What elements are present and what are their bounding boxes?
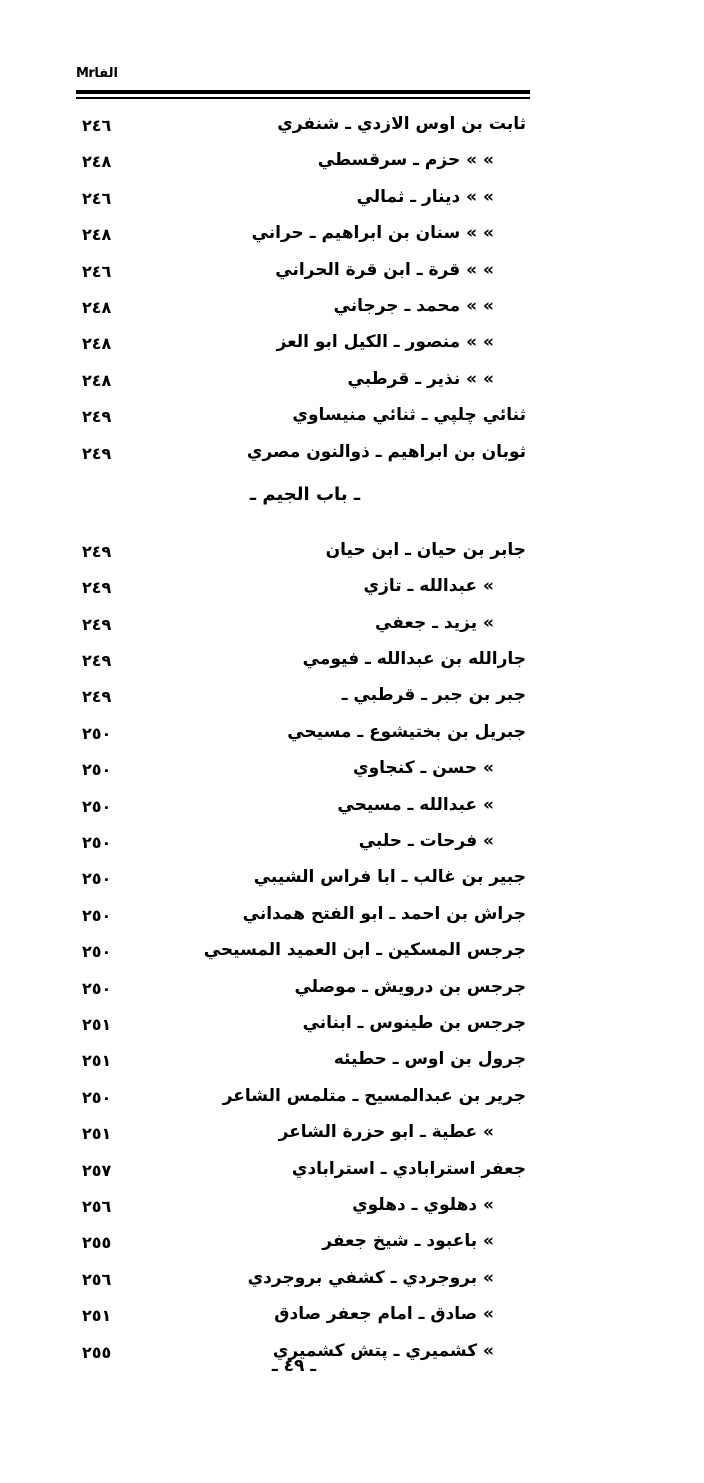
entry-page-number: ٢٤٩ — [82, 614, 112, 634]
entry-page-number: ٢٥٠ — [82, 942, 112, 962]
index-entry — [0, 328, 704, 364]
entry-page-number: ٢٤٩ — [82, 443, 112, 463]
entry-name: ثنائي چلپي ـ ثنائي منيساوي — [292, 405, 526, 426]
index-entry — [0, 183, 704, 219]
entry-page-number: ٢٤٨ — [82, 370, 112, 390]
entry-name: جرجس بن درويش ـ موصلي — [294, 976, 526, 997]
index-group-jim — [0, 536, 704, 1373]
index-entry — [0, 1118, 704, 1154]
entry-name: » » محمد ـ جرجاني — [333, 295, 494, 316]
index-entry — [0, 1155, 704, 1191]
entry-name: جبر بن جبر ـ قرطبي ـ — [341, 685, 526, 706]
section-heading-text: ـ باب الجيم ـ — [249, 483, 360, 505]
index-entry — [0, 936, 704, 972]
index-entry — [0, 292, 704, 328]
entry-page-number: ٢٤٨ — [82, 225, 112, 245]
entry-name: جرجس بن طينوس ـ ابناني — [302, 1012, 526, 1033]
entry-name: » عطية ـ ابو حزرة الشاعر — [278, 1122, 494, 1143]
entry-name: ثابت بن اوس الازدي ـ شنفري — [277, 114, 526, 134]
index-entry — [0, 1337, 704, 1373]
entry-name: » باعبود ـ شيخ جعفر — [322, 1231, 494, 1252]
entry-name: جبريل بن بختيشوع ـ مسيحي — [287, 721, 526, 742]
entry-page-number: ٢٥١ — [82, 1306, 112, 1326]
entry-name: جراش بن احمد ـ ابو الفتح همداني — [242, 903, 526, 924]
entry-name: » » سنان بن ابراهيم ـ حراني — [251, 223, 494, 244]
entry-page-number: ٢٥٦ — [82, 1196, 112, 1216]
index-entry — [0, 1227, 704, 1263]
entry-name: » » حزم ـ سرقسطي — [317, 150, 494, 171]
index-entry — [0, 609, 704, 645]
entry-page-number: ٢٤٩ — [82, 578, 112, 598]
index-entry — [0, 1191, 704, 1227]
index-entry — [0, 1009, 704, 1045]
index-entry — [0, 718, 704, 754]
index-entry — [0, 146, 704, 182]
entry-name: » يزيد ـ جعفي — [375, 612, 494, 633]
index-entry — [0, 256, 704, 292]
index-entry — [0, 973, 704, 1009]
entry-name: جارالله بن عبدالله ـ فيومي — [302, 649, 526, 670]
entry-page-number: ٢٥٠ — [82, 796, 112, 816]
index-entry — [0, 900, 704, 936]
page-number: ـ ٤٩ ـ — [271, 1356, 317, 1376]
entry-name: » عبدالله ـ تازي — [363, 576, 494, 597]
index-entry — [0, 572, 704, 608]
header-rule-thick — [76, 90, 530, 94]
entry-name: » حسن ـ كنجاوي — [352, 758, 494, 779]
index-entry — [0, 219, 704, 255]
entry-name: جبير بن غالب ـ ابا فراس الشيبي — [253, 867, 526, 888]
entry-page-number: ٢٤٩ — [82, 687, 112, 707]
entry-page-number: ٢٥١ — [82, 1014, 112, 1034]
entry-page-number: ٢٥٧ — [82, 1160, 112, 1180]
section-heading — [0, 474, 704, 536]
index-entry — [0, 401, 704, 437]
entry-name: » » منصور ـ الكيل ابو العز — [276, 332, 494, 353]
entry-name: » صادق ـ امام جعفر صادق — [274, 1304, 494, 1325]
entry-name: » دهلوي ـ دهلوي — [352, 1194, 494, 1215]
entry-page-number: ٢٤٩ — [82, 541, 112, 561]
entry-name: جابر بن حيان ـ ابن حيان — [325, 539, 526, 560]
entry-page-number: ٢٤٨ — [82, 334, 112, 354]
index-entry — [0, 536, 704, 572]
entry-page-number: ٢٤٦ — [82, 261, 112, 281]
entry-page-number: ٢٥٠ — [82, 978, 112, 998]
index-entry — [0, 645, 704, 681]
index-group-tha — [0, 110, 704, 474]
index-entry — [0, 1082, 704, 1118]
index-entry — [0, 754, 704, 790]
index-entry — [0, 1045, 704, 1081]
entry-name: » » نذير ـ قرطبي — [347, 368, 494, 389]
index-list — [0, 110, 704, 1373]
index-entry — [0, 1300, 704, 1336]
entry-name: » عبدالله ـ مسيحي — [337, 794, 494, 815]
index-entry — [0, 365, 704, 401]
entry-name: جرير بن عبدالمسيح ـ متلمس الشاعر — [222, 1085, 526, 1106]
index-entry — [0, 863, 704, 899]
entry-page-number: ٢٥٠ — [82, 833, 112, 853]
entry-name: » فرحات ـ حلبي — [358, 831, 494, 852]
entry-page-number: ٢٥٦ — [82, 1269, 112, 1289]
entry-name: » كشميري ـ پتش كشميري — [272, 1340, 494, 1361]
entry-page-number: ٢٤٦ — [82, 116, 112, 135]
entry-page-number: ٢٥١ — [82, 1051, 112, 1071]
entry-name: » بروجردي ـ كشفي بروجردي — [247, 1267, 494, 1288]
index-entry — [0, 827, 704, 863]
entry-name: » » قرة ـ ابن قرة الحراني — [275, 259, 494, 280]
entry-page-number: ٢٥١ — [82, 1124, 112, 1144]
entry-page-number: ٢٤٨ — [82, 297, 112, 317]
entry-name: » » دينار ـ ثمالي — [356, 186, 494, 207]
index-entry — [0, 1264, 704, 1300]
entry-page-number: ٢٥٠ — [82, 1087, 112, 1107]
running-head: Mrالفا — [76, 66, 118, 81]
entry-page-number: ٢٥٠ — [82, 905, 112, 925]
entry-name: ثوبان بن ابراهيم ـ ذوالنون مصري — [246, 441, 526, 462]
entry-page-number: ٢٥٠ — [82, 760, 112, 780]
index-entry — [0, 791, 704, 827]
entry-page-number: ٢٥٥ — [82, 1233, 112, 1253]
entry-name: جرجس المسكين ـ ابن العميد المسيحي — [203, 940, 526, 961]
entry-page-number: ٢٥٠ — [82, 869, 112, 889]
header-rule-thin — [76, 97, 530, 99]
entry-name: جرول بن اوس ـ حطيئه — [333, 1049, 526, 1070]
index-entry — [0, 110, 704, 146]
entry-page-number: ٢٤٦ — [82, 188, 112, 208]
index-entry — [0, 681, 704, 717]
entry-page-number: ٢٤٩ — [82, 407, 112, 427]
entry-page-number: ٢٤٨ — [82, 152, 112, 172]
entry-page-number: ٢٤٩ — [82, 651, 112, 671]
index-entry — [0, 438, 704, 474]
entry-page-number: ٢٥٥ — [82, 1342, 112, 1362]
entry-name: جعفر استرابادي ـ استرابادي — [291, 1158, 526, 1179]
entry-page-number: ٢٥٠ — [82, 723, 112, 743]
